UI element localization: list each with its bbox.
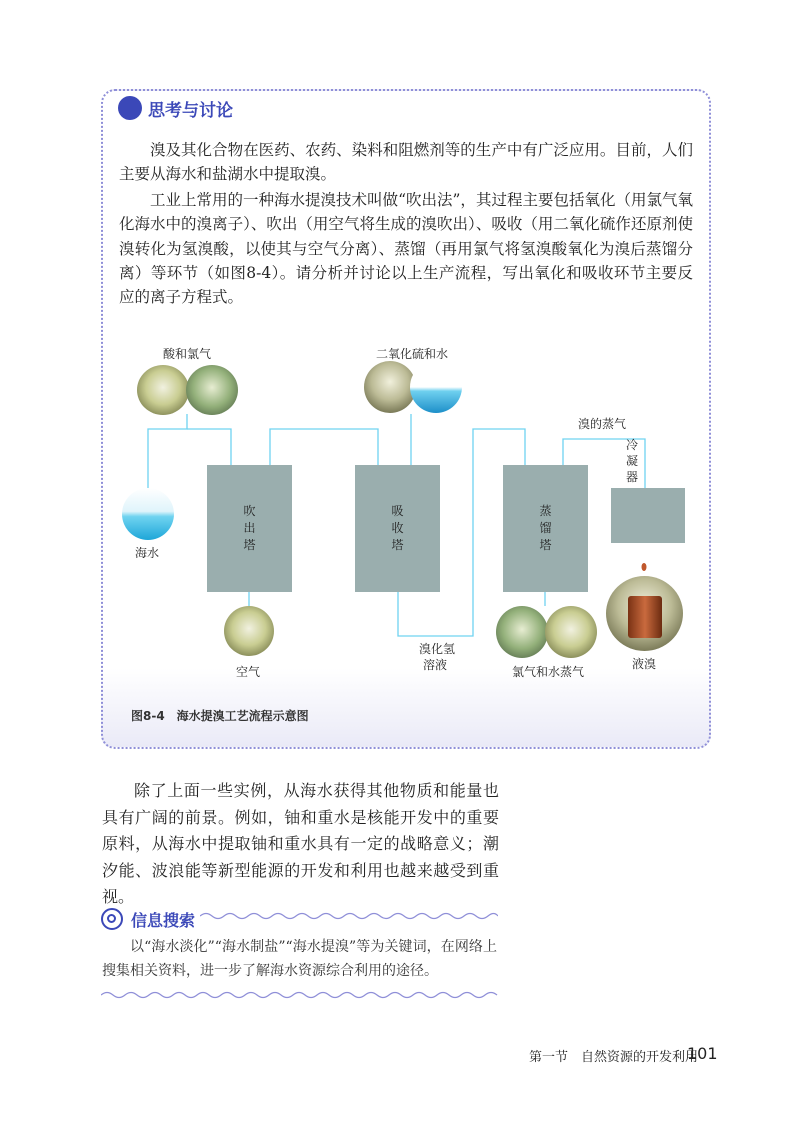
acid-circle	[137, 365, 189, 415]
seawater-circle	[122, 488, 174, 540]
label-seawater: 海水	[135, 546, 160, 560]
blow-tower	[207, 465, 292, 592]
chlorine-steam-circle-1	[496, 606, 548, 658]
label-liquid-br: 液溴	[632, 657, 657, 671]
info-paragraph: 以“海水淡化”“海水制盐”“海水提溴”等为关键词，在网络上搜集相关资料，进一步了解海水资源综合利用的途径。	[102, 939, 497, 979]
water-circle	[410, 361, 462, 413]
wavy-divider	[200, 911, 498, 921]
figure-caption: 图8-4 海水提溴工艺流程示意图	[131, 709, 309, 723]
chlorine-steam-circle-2	[545, 606, 597, 658]
air-circle	[224, 606, 274, 656]
discussion-paragraph-1: 溴及其化合物在医药、农药、染料和阻燃剂等的生产中有广泛应用。目前，人们主要从海水和盐湖水中提取溴。	[119, 141, 693, 184]
chlorine-circle	[186, 365, 238, 415]
liquid-bromine-circle	[606, 576, 683, 651]
label-acid-chlorine: 酸和氯气	[163, 347, 212, 361]
label-cl-steam: 氯气和水蒸气	[512, 665, 585, 679]
label-hbr-1: 溴化氢	[419, 642, 456, 656]
at-icon	[101, 908, 123, 930]
label-air: 空气	[236, 665, 261, 679]
blow-tower-label: 吹出塔	[243, 504, 256, 552]
distill-tower-label: 蒸馏塔	[539, 504, 552, 552]
info-title: 信息搜索	[131, 911, 196, 930]
label-condenser: 冷凝器	[626, 438, 639, 484]
so2-circle	[364, 361, 416, 413]
label-hbr-2: 溶液	[423, 658, 448, 672]
page-number: 101	[687, 1044, 718, 1063]
absorb-tower	[355, 465, 440, 592]
footer-section: 第一节 自然资源的开发利用	[529, 1050, 699, 1065]
discussion-title: 思考与讨论	[148, 101, 233, 121]
label-br-vapor: 溴的蒸气	[578, 417, 627, 431]
condenser-box	[611, 488, 685, 543]
label-so2-water: 二氧化硫和水	[376, 347, 449, 361]
body-paragraph: 除了上面一些实例，从海水获得其他物质和能量也具有广阔的前景。例如，铀和重水是核能开发中的重要原料，从海水中提取铀和重水具有一定的战略意义；潮汐能、波浪能等新型能源的开发和利用也越来越受到重视。	[102, 781, 499, 906]
distill-tower	[503, 465, 588, 592]
discussion-paragraph-2: 工业上常用的一种海水提溴技术叫做“吹出法”，其过程主要包括氧化（用氯气氧化海水中的溴离子）、吹出（用空气将生成的溴吹出）、吸收（用二氧化硫作还原剂使溴转化为氢溴酸，以使其与空气分离）、蒸馏（再用氯气将氢溴酸氧化为溴后蒸馏分离）等环节（如图8-4）。请分析并讨论以上生产流程，写出氧化和吸收环节主要反应的离子方程式。	[119, 191, 693, 307]
absorb-tower-label: 吸收塔	[391, 504, 404, 552]
wavy-divider-bottom	[101, 990, 499, 1000]
